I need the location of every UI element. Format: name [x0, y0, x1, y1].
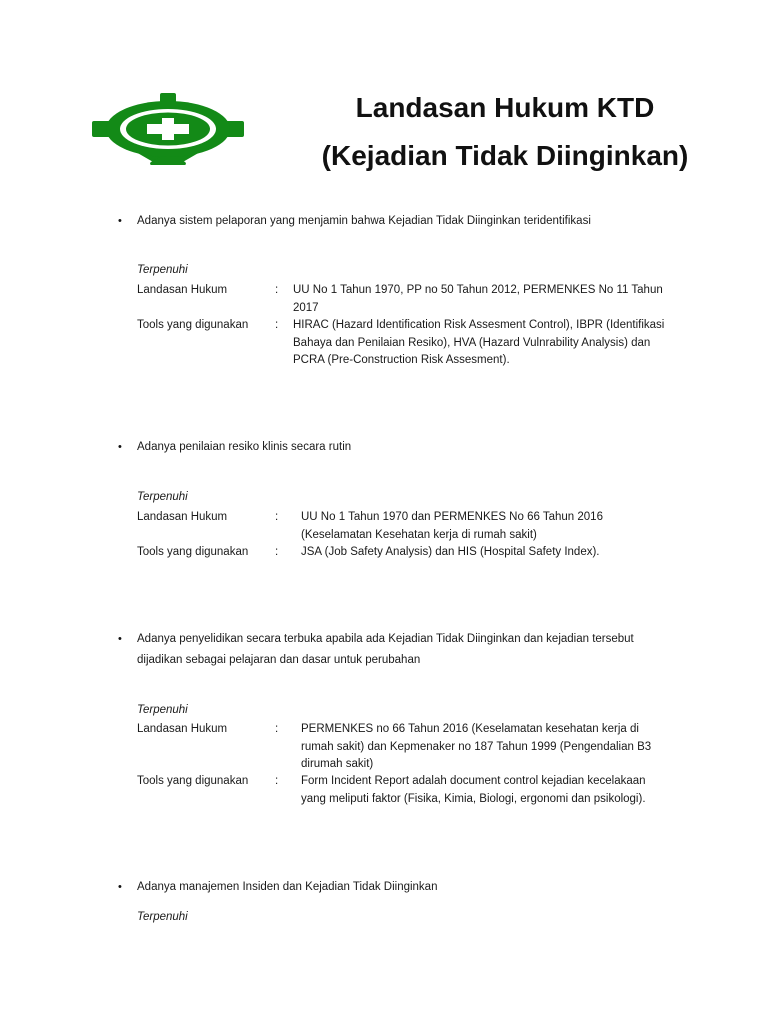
legal-basis-value: UU No 1 Tahun 1970 dan PERMENKES No 66 Tahun 2016 (Keselamatan Kesehatan kerja di rumah sakit)	[301, 511, 603, 541]
colon: :	[275, 511, 279, 523]
section-3-status: Terpenuhi	[137, 704, 188, 716]
legal-basis-label: Landasan Hukum	[137, 284, 228, 296]
tools-label: Tools yang digunakan	[137, 775, 249, 787]
colon: :	[275, 546, 279, 558]
bullet-icon: •	[118, 881, 122, 893]
section-1-status: Terpenuhi	[137, 264, 188, 276]
colon: :	[275, 284, 279, 296]
tools-label: Tools yang digunakan	[137, 546, 249, 558]
page-title: Landasan Hukum KTD	[355, 92, 655, 123]
bullet-icon: •	[118, 441, 122, 453]
legal-basis-value: PERMENKES no 66 Tahun 2016 (Keselamatan kesehatan kerja di rumah sakit) dan Kepmenaker no 187 Tahun 1999 (Pengendalian B3 dirumah sakit)	[301, 723, 652, 770]
section-4-status: Terpenuhi	[137, 911, 188, 923]
colon: :	[275, 723, 279, 735]
bullet-icon: •	[118, 633, 122, 645]
tools-value: JSA (Job Safety Analysis) dan HIS (Hospital Safety Index).	[301, 546, 600, 558]
tools-value: Form Incident Report adalah document control kejadian kecelakaan yang meliputi faktor (Fisika, Kimia, Biologi, ergonomi dan psikologi).	[301, 775, 646, 805]
tools-label: Tools yang digunakan	[137, 319, 249, 331]
legal-basis-label: Landasan Hukum	[137, 511, 228, 523]
section-4-item: Adanya manajemen Insiden dan Kejadian Tidak Diinginkan	[137, 881, 438, 893]
section-1-item: Adanya sistem pelaporan yang menjamin bahwa Kejadian Tidak Diinginkan teridentifikasi	[137, 215, 591, 227]
tools-value: HIRAC (Hazard Identification Risk Assesment Control), IBPR (Identifikasi Bahaya dan Penilaian Resiko), HVA (Hazard Vulnrability Analysis) dan PCRA (Pre-Construction Risk Assesment).	[293, 319, 665, 366]
bullet-icon: •	[118, 215, 122, 227]
page-subtitle: (Kejadian Tidak Diinginkan)	[321, 140, 689, 171]
legal-basis-label: Landasan Hukum	[137, 723, 228, 735]
k3-gear-cross-logo	[92, 93, 244, 165]
colon: :	[275, 775, 279, 787]
colon: :	[275, 319, 279, 331]
section-2-item: Adanya penilaian resiko klinis secara rutin	[137, 441, 352, 453]
section-2-status: Terpenuhi	[137, 491, 188, 503]
legal-basis-value: UU No 1 Tahun 1970, PP no 50 Tahun 2012, PERMENKES No 11 Tahun 2017	[293, 284, 663, 314]
section-3-item: Adanya penyelidikan secara terbuka apabila ada Kejadian Tidak Diinginkan dan kejadian tersebut dijadikan sebagai pelajaran dan dasar untuk perubahan	[137, 633, 634, 666]
